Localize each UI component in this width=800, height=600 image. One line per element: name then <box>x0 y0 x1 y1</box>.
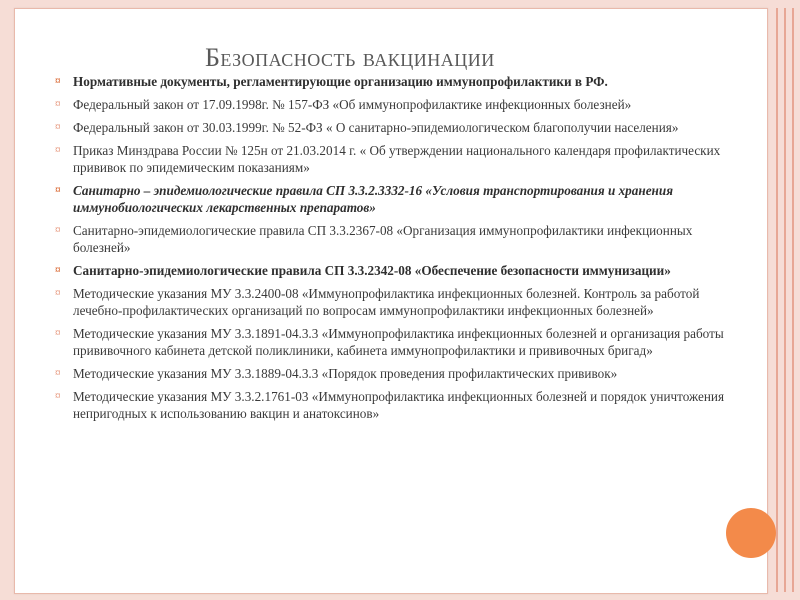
list-item <box>55 119 745 136</box>
list-item-text: Санитарно-эпидемиологические правила СП 3.3.2367-08 «Организация иммунопрофилактики инфекционных болезней» <box>73 223 693 255</box>
bullet-icon: ¤ <box>55 287 61 299</box>
list-item <box>55 142 745 176</box>
list-item <box>55 325 745 359</box>
decorative-stripe <box>784 8 786 592</box>
bullet-icon: ¤ <box>55 224 61 236</box>
list-item <box>55 96 745 113</box>
list-item-text: Санитарно – эпидемиологические правила СП 3.3.2.3332-16 «Условия транспортирования и хранения иммунобиологических лекарственных препаратов» <box>73 183 673 215</box>
bullet-icon: ¤ <box>55 98 61 110</box>
bullet-icon: ¤ <box>55 184 61 196</box>
list-item <box>55 285 745 319</box>
list-item <box>55 262 745 279</box>
list-item-text: Методические указания МУ 3.3.1891-04.3.3 «Иммунопрофилактика инфекционных болезней и организация работы прививочного кабинета детской поликлиники, кабинета иммунопрофилактики и прививочных бригад» <box>73 326 724 358</box>
bullet-icon: ¤ <box>55 121 61 133</box>
list-item-text: Методические указания МУ 3.3.2400-08 «Иммунопрофилактика инфекционных болезней. Контроль за работой лечебно-профилактических организаций по вопросам иммунопрофилактики инфекционных болезней» <box>73 286 700 318</box>
decorative-circle <box>726 508 776 558</box>
list-item <box>55 388 745 422</box>
list-item <box>55 182 745 216</box>
bullet-icon: ¤ <box>55 264 61 276</box>
list-item-text: Санитарно-эпидемиологические правила СП 3.3.2342-08 «Обеспечение безопасности иммунизации» <box>73 263 671 278</box>
list-item-text: Методические указания МУ 3.3.2.1761-03 «Иммунопрофилактика инфекционных болезней и порядок уничтожения непригодных к использованию вакцин и анатоксинов» <box>73 389 725 421</box>
bullet-icon: ¤ <box>55 144 61 156</box>
list-item <box>55 73 745 90</box>
list-item-text: Приказ Минздрава России № 125н от 21.03.2014 г. « Об утверждении национального календаря профилактических прививок по эпидемическим показаниям» <box>73 143 721 175</box>
list-item <box>55 365 745 382</box>
decorative-stripe <box>792 8 794 592</box>
list-item-text: Федеральный закон от 30.03.1999г. № 52-ФЗ « О санитарно-эпидемиологическом благополучии населения» <box>73 120 679 135</box>
list-item-text: Методические указания МУ 3.3.1889-04.3.3 «Порядок проведения профилактических прививок» <box>73 366 618 381</box>
list-item-text: Нормативные документы, регламентирующие организацию иммунопрофилактики в РФ. <box>73 74 608 89</box>
slide <box>14 8 768 594</box>
bullet-icon: ¤ <box>55 390 61 402</box>
list-item-text: Федеральный закон от 17.09.1998г. № 157-ФЗ «Об иммунопрофилактике инфекционных болезней» <box>73 97 632 112</box>
bullet-icon: ¤ <box>55 75 61 87</box>
decorative-stripe <box>776 8 778 592</box>
slide-title: Безопасность вакцинации <box>205 43 495 72</box>
document-list <box>55 73 745 428</box>
list-item <box>55 222 745 256</box>
bullet-icon: ¤ <box>55 327 61 339</box>
bullet-icon: ¤ <box>55 367 61 379</box>
